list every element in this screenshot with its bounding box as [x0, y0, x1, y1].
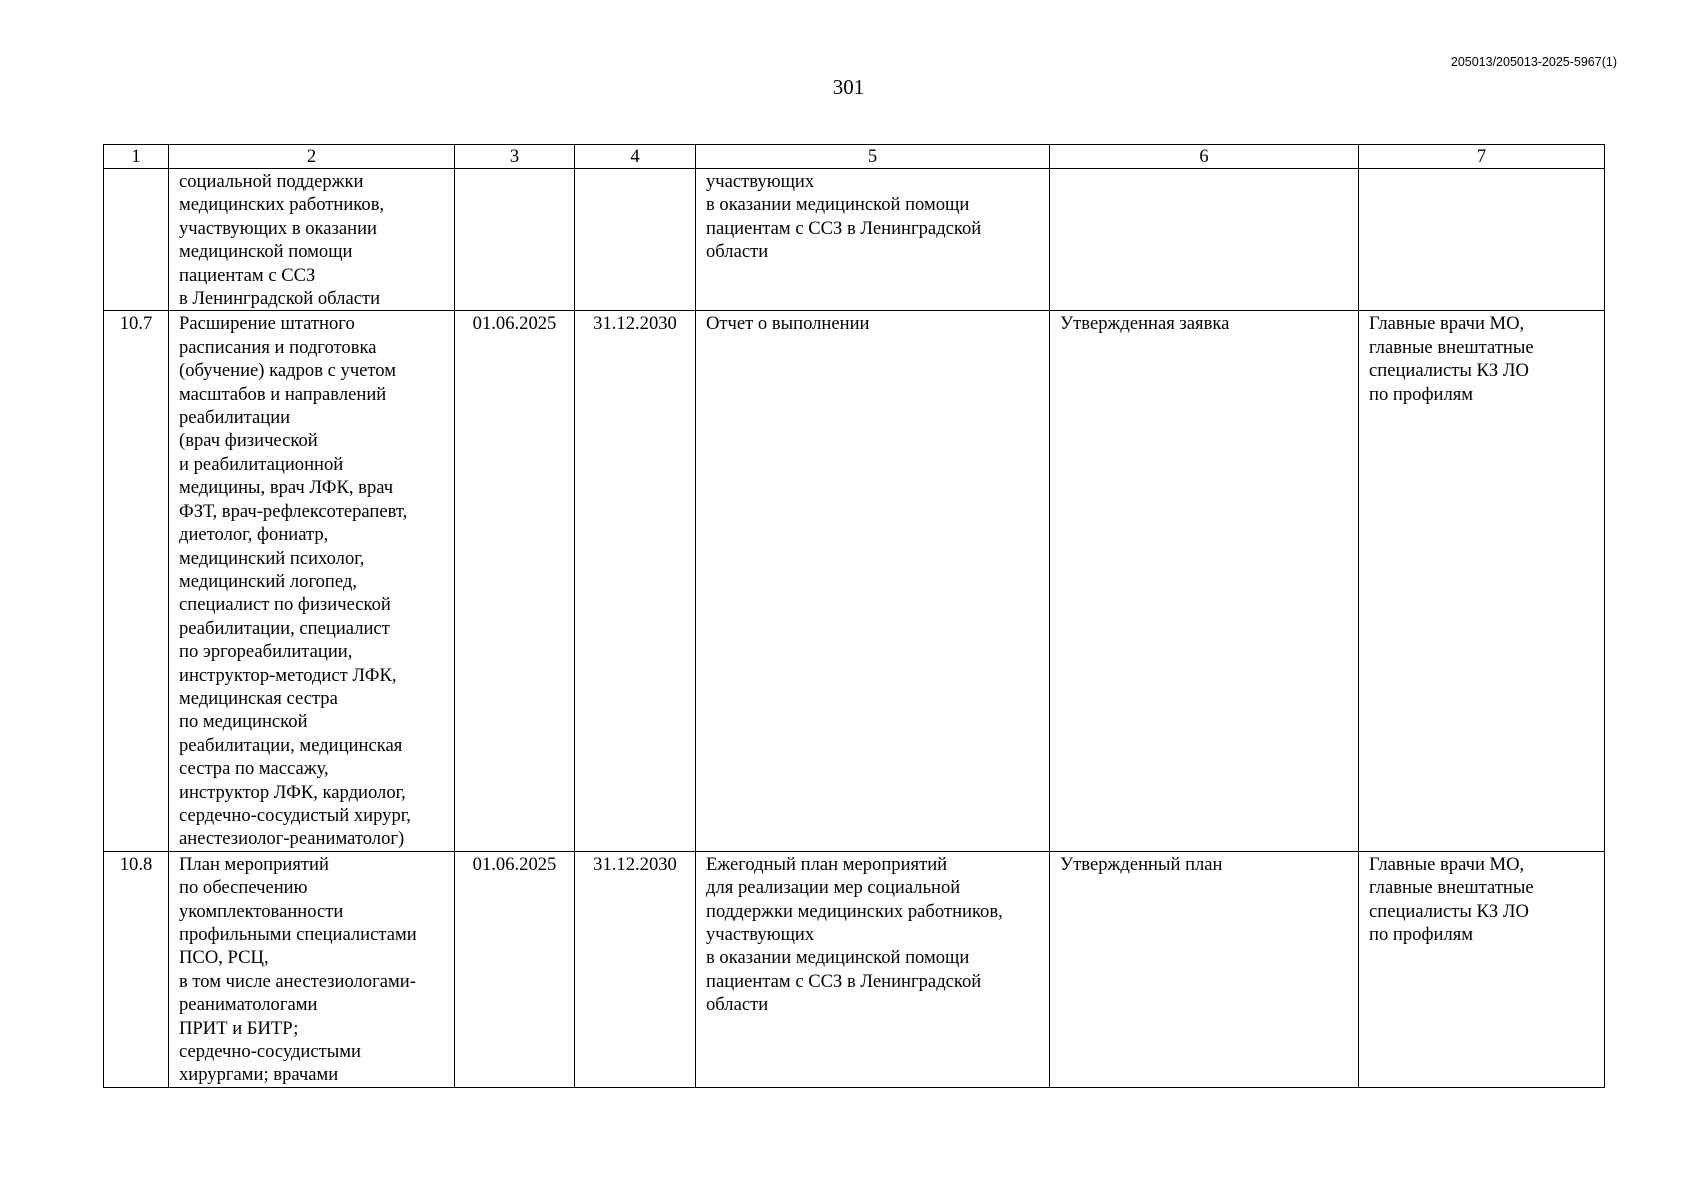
column-header: 5 — [696, 145, 1050, 169]
result-cell: Ежегодный план мероприятий для реализации мер социальной поддержки медицинских работников, участвующих в оказании медицинской помощи пациентам с ССЗ в Ленинградской области — [696, 851, 1050, 1087]
column-header: 4 — [575, 145, 696, 169]
page-number: 301 — [832, 75, 865, 99]
column-header: 6 — [1050, 145, 1359, 169]
column-header: 2 — [169, 145, 455, 169]
end-date-cell: 31.12.2030 — [575, 311, 696, 851]
responsible-cell: Главные врачи МО, главные внештатные специалисты КЗ ЛО по профилям — [1359, 851, 1605, 1087]
row-number-cell: 10.7 — [104, 311, 169, 851]
column-header: 3 — [455, 145, 575, 169]
activity-cell: Расширение штатного расписания и подготовка (обучение) кадров с учетом масштабов и направлений реабилитации (врач физической и реабилитационной медицины, врач ЛФК, врач ФЗТ, врач-рефлексотерапевт, диетолог, фониатр, медицинский психолог, медицинский логопед, специалист по физической реабилитации, специалист по эргореабилитации, инструктор-методист ЛФК, медицинская сестра по медицинской реабилитации, медицинская сестра по массажу, инструктор ЛФК, кардиолог, сердечно-сосудистый хирург, анестезиолог-реаниматолог) — [169, 311, 455, 851]
column-header: 7 — [1359, 145, 1605, 169]
responsible-cell: Главные врачи МО, главные внештатные специалисты КЗ ЛО по профилям — [1359, 311, 1605, 851]
table-row — [104, 851, 1605, 1087]
end-date-cell — [575, 169, 696, 311]
result-cell: Отчет о выполнении — [696, 311, 1050, 851]
activity-cell: План мероприятий по обеспечению укомплектованности профильными специалистами ПСО, РСЦ, в том числе анестезиологами- реаниматологами ПРИТ и БИТР; сердечно-сосудистыми хирургами; врачами — [169, 851, 455, 1087]
column-number-row — [104, 145, 1605, 169]
table-row — [104, 311, 1605, 851]
start-date-cell — [455, 169, 575, 311]
activities-table — [103, 144, 1605, 1088]
row-number-cell — [104, 169, 169, 311]
activity-cell: социальной поддержки медицинских работников, участвующих в оказании медицинской помощи пациентам с ССЗ в Ленинградской области — [169, 169, 455, 311]
column-header: 1 — [104, 145, 169, 169]
document-id: 205013/205013-2025-5967(1) — [1450, 55, 1617, 69]
indicator-cell: Утвержденный план — [1050, 851, 1359, 1087]
indicator-cell: Утвержденная заявка — [1050, 311, 1359, 851]
end-date-cell: 31.12.2030 — [575, 851, 696, 1087]
row-number-cell: 10.8 — [104, 851, 169, 1087]
start-date-cell: 01.06.2025 — [455, 311, 575, 851]
indicator-cell — [1050, 169, 1359, 311]
result-cell: участвующих в оказании медицинской помощи пациентам с ССЗ в Ленинградской области — [696, 169, 1050, 311]
start-date-cell: 01.06.2025 — [455, 851, 575, 1087]
table-row — [104, 169, 1605, 311]
responsible-cell — [1359, 169, 1605, 311]
